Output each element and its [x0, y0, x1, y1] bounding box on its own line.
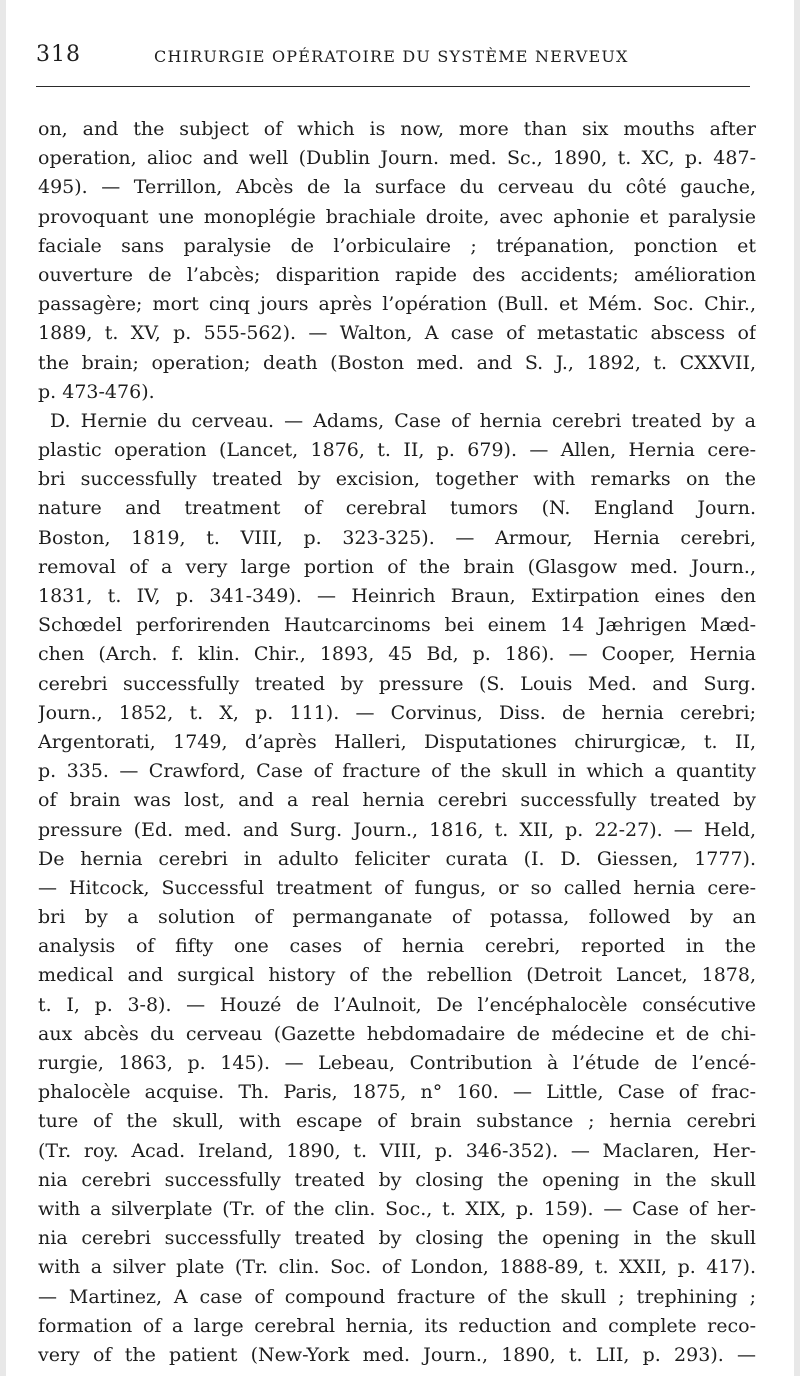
text-line: of brain was lost, and a real hernia cerebri successfully treated by — [38, 789, 756, 812]
bibliography-text — [38, 115, 756, 1370]
running-head: CHIRURGIE OPÉRATOIRE DU SYSTÈME NERVEUX — [154, 47, 629, 66]
text-line: nia cerebri successfully treated by closing the opening in the skull — [38, 1227, 756, 1250]
text-line: t. I, p. 3-8). — Houzé de l’Aulnoit, De l’encéphalocèle consécutive — [38, 993, 756, 1016]
text-line: on, and the subject of which is now, more than six mouths after — [38, 118, 756, 140]
text-line: with a silverplate (Tr. of the clin. Soc., t. XIX, p. 159). — Case of her- — [38, 1197, 756, 1220]
text-line: analysis of fifty one cases of hernia cerebri, reported in the — [38, 935, 756, 958]
text-line: passagère; mort cinq jours après l’opération (Bull. et Mém. Soc. Chir., — [38, 293, 756, 316]
text-line: with a silver plate (Tr. clin. Soc. of London, 1888-89, t. XXII, p. 417). — [38, 1256, 756, 1279]
text-line: very of the patient (New-York med. Journ., 1890, t. LII, p. 293). — — [38, 1343, 756, 1366]
text-line: ture of the skull, with escape of brain substance ; hernia cerebri — [38, 1110, 756, 1133]
text-line: — Hitcock, Successful treatment of fungus, or so called hernia cere- — [38, 876, 756, 899]
header-rule — [36, 86, 750, 87]
page-right-edge — [794, 0, 800, 1376]
text-line: removal of a very large portion of the brain (Glasgow med. Journ., — [38, 555, 756, 578]
text-line: (Tr. roy. Acad. Ireland, 1890, t. VIII, p. 346-352). — Maclaren, Her- — [38, 1139, 756, 1162]
page-header — [36, 42, 752, 72]
text-line: Boston, 1819, t. VIII, p. 323-325). — Armour, Hernia cerebri, — [38, 526, 756, 549]
text-line: operation, alioc and well (Dublin Journ. med. Sc., 1890, t. XC, p. 487- — [38, 147, 756, 170]
text-line: p. 335. — Crawford, Case of fracture of the skull in which a quantity — [38, 760, 756, 783]
text-line: Journ., 1852, t. X, p. 111). — Corvinus, Diss. de hernia cerebri; — [38, 701, 756, 724]
text-line: formation of a large cerebral hernia, its reduction and complete reco- — [38, 1314, 756, 1337]
text-line: 495). — Terrillon, Abcès de la surface du cerveau du côté gauche, — [38, 176, 756, 199]
text-line: 1831, t. IV, p. 341-349). — Heinrich Braun, Extirpation eines den — [38, 585, 756, 607]
text-line: ouverture de l’abcès; disparition rapide des accidents; amélioration — [38, 263, 756, 286]
page-left-edge — [0, 0, 6, 1376]
text-line: nia cerebri successfully treated by closing the opening in the skull — [38, 1168, 756, 1191]
text-line: Argentorati, 1749, d’après Halleri, Disputationes chirurgicæ, t. II, — [38, 730, 756, 753]
page-number: 318 — [36, 42, 81, 67]
text-line: cerebri successfully treated by pressure (S. Louis Med. and Surg. — [38, 672, 756, 695]
text-line: aux abcès du cerveau (Gazette hebdomadaire de médecine et de chi- — [38, 1022, 756, 1045]
section-heading-line: D. Hernie du cerveau. — Adams, Case of hernia cerebri treated by a — [50, 409, 756, 432]
text-line: De hernia cerebri in adulto feliciter curata (I. D. Giessen, 1777). — [38, 847, 756, 870]
text-line: provoquant une monoplégie brachiale droite, avec aphonie et paralysie — [38, 205, 756, 228]
text-line: the brain; operation; death (Boston med. and S. J., 1892, t. CXXVII, — [38, 351, 756, 374]
text-line: bri by a solution of permanganate of potassa, followed by an — [38, 906, 756, 929]
text-line: bri successfully treated by excision, together with remarks on the — [38, 468, 756, 491]
text-line: nature and treatment of cerebral tumors (N. England Journ. — [38, 497, 756, 520]
text-line: plastic operation (Lancet, 1876, t. II, p. 679). — Allen, Hernia cere- — [38, 439, 756, 462]
text-line: medical and surgical history of the rebellion (Detroit Lancet, 1878, — [38, 964, 756, 987]
text-line: chen (Arch. f. klin. Chir., 1893, 45 Bd, p. 186). — Cooper, Hernia — [38, 643, 756, 666]
text-line: faciale sans paralysie de l’orbiculaire ; trépanation, ponction et — [38, 234, 756, 257]
text-line: phalocèle acquise. Th. Paris, 1875, n° 160. — Little, Case of frac- — [38, 1081, 756, 1104]
text-line: Schœdel perforirenden Hautcarcinoms bei einem 14 Jæhrigen Mæd- — [38, 614, 756, 637]
text-line: pressure (Ed. med. and Surg. Journ., 1816, t. XII, p. 22-27). — Held, — [38, 818, 756, 841]
text-line: rurgie, 1863, p. 145). — Lebeau, Contribution à l’étude de l’encé- — [38, 1052, 756, 1074]
text-line: — Martinez, A case of compound fracture of the skull ; trephining ; — [38, 1285, 756, 1308]
text-line: p. 473-476). — [38, 380, 155, 403]
text-line: 1889, t. XV, p. 555-562). — Walton, A case of metastatic abscess of — [38, 322, 756, 345]
